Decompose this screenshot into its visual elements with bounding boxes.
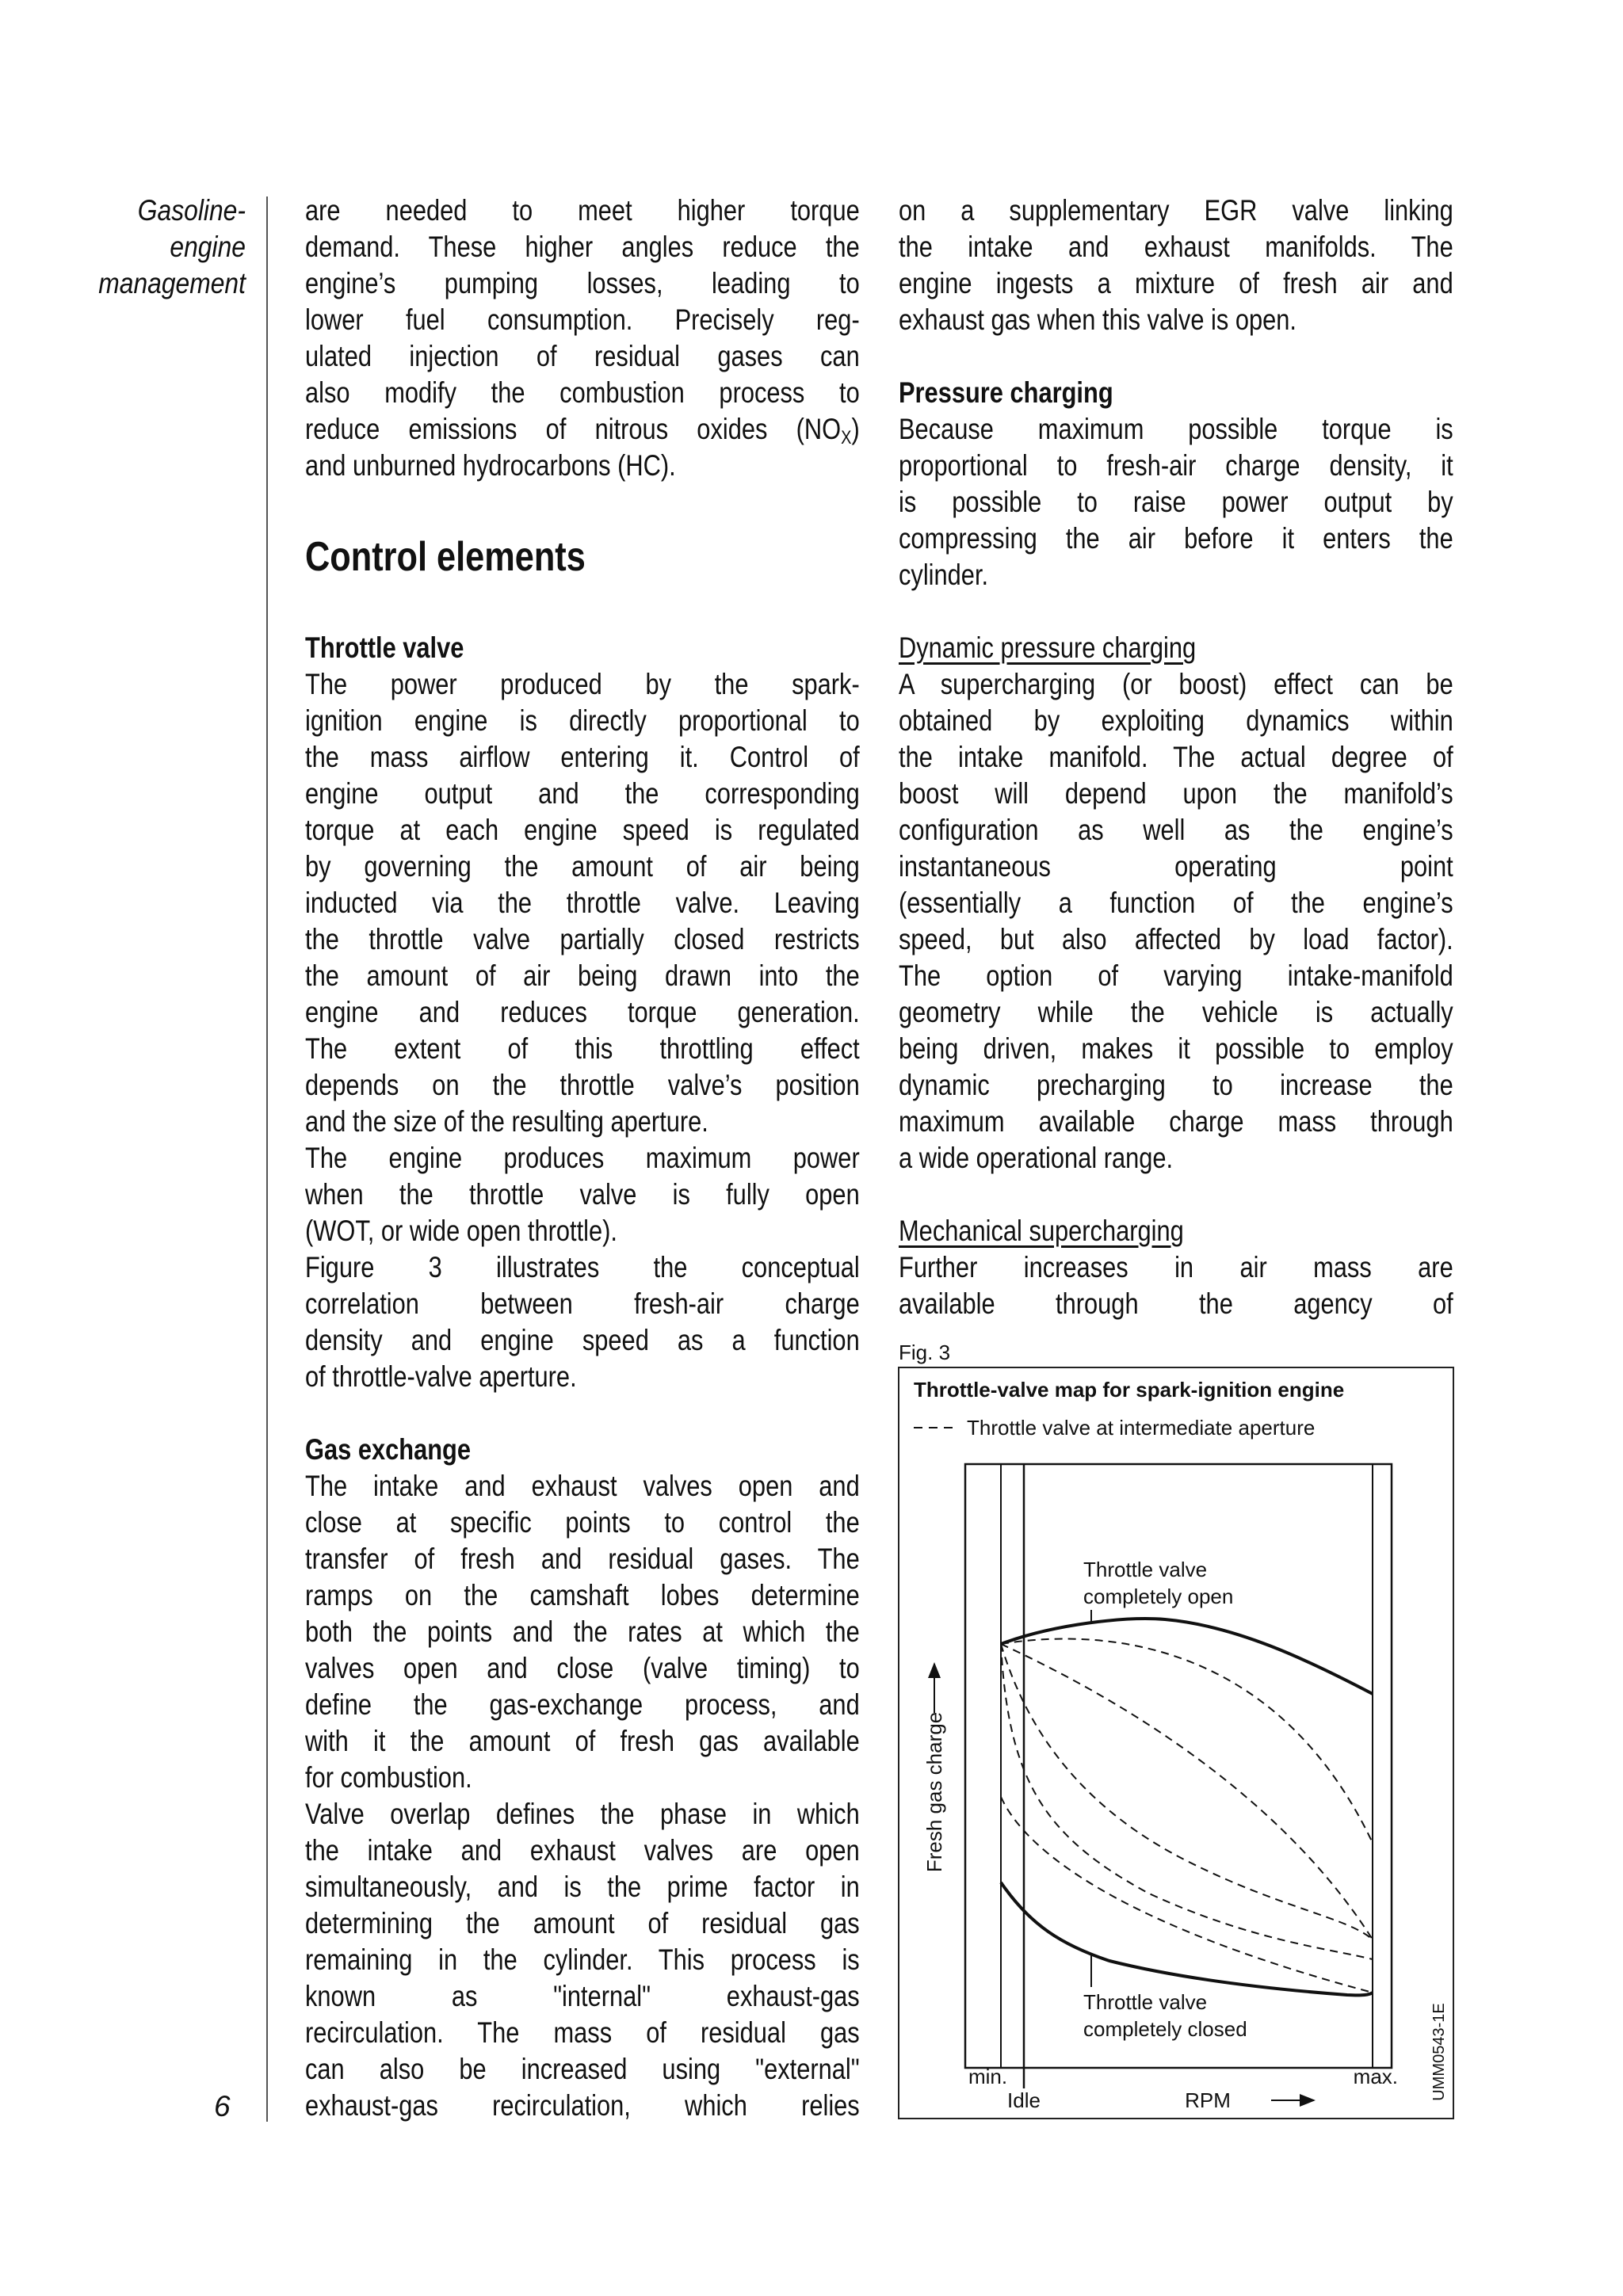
paragraph-line: the throttle valve partially closed restricts — [305, 923, 860, 955]
open-label-line-2: completely open — [1083, 1585, 1234, 1608]
heading-text: Dynamic pressure charging — [899, 631, 1197, 664]
paragraph-line: geometry while the vehicle is actually — [899, 996, 1453, 1028]
paragraph-line: also modify the combustion process to — [305, 376, 860, 409]
paragraph-line: exhaust-gas recirculation, which relies — [305, 2089, 860, 2122]
paragraph-line: remaining in the cylinder. This process is — [305, 1943, 860, 1976]
paragraph-line: obtained by exploiting dynamics within — [899, 704, 1453, 737]
paragraph-line: is possible to raise power output by — [899, 486, 1453, 518]
paragraph-line: available through the agency of — [899, 1287, 1453, 1320]
paragraph-line: ulated injection of residual gases can — [305, 340, 860, 372]
paragraph-line: Figure 3 illustrates the conceptual — [305, 1251, 860, 1283]
paragraph-line: speed, but also affected by load factor). — [899, 923, 1453, 955]
paragraph-line: being driven, makes it possible to employ — [899, 1032, 1453, 1065]
curve-intermediate-5 — [1001, 1797, 1373, 1993]
paragraph-line: The power produced by the spark- — [305, 668, 860, 700]
paragraph-line: the intake manifold. The actual degree of — [899, 741, 1453, 773]
figure-title: Throttle-valve map for spark-ignition engine — [914, 1378, 1345, 1402]
curve-intermediate-1 — [1001, 1639, 1373, 1843]
paragraph-line: define the gas-exchange process, and — [305, 1688, 860, 1721]
paragraph-line: on a supplementary EGR valve linking — [899, 194, 1453, 227]
paragraph-line: correlation between fresh-air charge — [305, 1287, 860, 1320]
paragraph-line: proportional to fresh-air charge density, it — [899, 449, 1453, 482]
paragraph-line: known as "internal" exhaust-gas — [305, 1980, 860, 2012]
paragraph-line: both the points and the rates at which the — [305, 1615, 860, 1648]
paragraph-line: the intake and exhaust valves are open — [305, 1834, 860, 1867]
paragraph-line: inducted via the throttle valve. Leaving — [305, 887, 860, 919]
paragraph-line: compressing the air before it enters the — [899, 522, 1453, 555]
x-axis-label: RPM — [1185, 2088, 1231, 2112]
paragraph-line: (essentially a function of the engine’s — [899, 887, 1453, 919]
paragraph-line: by governing the amount of air being — [305, 850, 860, 883]
paragraph-line: Valve overlap defines the phase in which — [305, 1798, 860, 1830]
paragraph-line: engine output and the corresponding — [305, 777, 860, 810]
paragraph-line: exhaust gas when this valve is open. — [899, 303, 1297, 336]
paragraph-line: The engine produces maximum power — [305, 1142, 860, 1174]
paragraph-line: a wide operational range. — [899, 1142, 1174, 1174]
open-label-line-1: Throttle valve — [1083, 1558, 1208, 1581]
paragraph-line: engine’s pumping losses, leading to — [305, 267, 860, 299]
line-text: reduce emissions of nitrous oxides (NO — [305, 413, 842, 445]
paragraph-line: can also be increased using "external" — [305, 2053, 860, 2085]
paragraph-line: Because maximum possible torque is — [899, 413, 1453, 445]
plot-frame — [965, 1464, 1392, 2068]
heading-text: Pressure charging — [899, 376, 1113, 409]
paragraph-line: maximum available charge mass through — [899, 1105, 1453, 1138]
curve-intermediate-4 — [1001, 1644, 1373, 1959]
y-axis-label: Fresh gas charge — [922, 1711, 946, 1873]
figure-label: Fig. 3 — [899, 1341, 951, 1364]
paragraph-line: engine ingests a mixture of fresh air and — [899, 267, 1453, 299]
figure-legend: Throttle valve at intermediate aperture — [967, 1416, 1316, 1440]
curve-intermediate-3 — [1001, 1644, 1373, 1939]
closed-label-line-1: Throttle valve — [1083, 1990, 1208, 2014]
paragraph-line: the intake and exhaust manifolds. The — [899, 231, 1453, 263]
paragraph-line: lower fuel consumption. Precisely reg- — [305, 303, 860, 336]
paragraph-line: cylinder. — [899, 559, 989, 591]
x-min-label: min. — [968, 2065, 1008, 2088]
paragraph-line: for combustion. — [305, 1761, 472, 1794]
paragraph-line: (WOT, or wide open throttle). — [305, 1215, 617, 1247]
paragraph-line: ignition engine is directly proportional to — [305, 704, 860, 737]
paragraph-line: of throttle-valve aperture. — [305, 1360, 577, 1393]
paragraph-line: torque at each engine speed is regulated — [305, 814, 860, 846]
closed-label-line-2: completely closed — [1083, 2017, 1247, 2041]
paragraph-line: The extent of this throttling effect — [305, 1032, 860, 1065]
x-max-label: max. — [1353, 2065, 1398, 2088]
paragraph-line: and unburned hydrocarbons (HC). — [305, 449, 676, 482]
margin-title-line: management — [98, 267, 246, 299]
heading-text: Throttle valve — [305, 631, 464, 664]
paragraph-line: The option of varying intake-manifold — [899, 959, 1453, 992]
paragraph-line: density and engine speed as a function — [305, 1324, 860, 1356]
paragraph-line: simultaneously, and is the prime factor in — [305, 1871, 860, 1903]
paragraph-line: demand. These higher angles reduce the — [305, 231, 860, 263]
margin-title-line: Gasoline- — [137, 194, 246, 227]
paragraph-line: ramps on the camshaft lobes determine — [305, 1579, 860, 1611]
paragraph-line: valves open and close (valve timing) to — [305, 1652, 860, 1684]
paragraph-line: Further increases in air mass are — [899, 1251, 1453, 1283]
paragraph-line: The intake and exhaust valves open and — [305, 1470, 860, 1502]
figure-code: UMM0543-1E — [1430, 2003, 1448, 2101]
margin-title-line: engine — [170, 231, 246, 263]
paragraph-line: boost will depend upon the manifold’s — [899, 777, 1453, 810]
heading-text: Gas exchange — [305, 1433, 472, 1466]
paragraph-line: recirculation. The mass of residual gas — [305, 2016, 860, 2049]
page-number: 6 — [214, 2090, 231, 2122]
paragraph-line: are needed to meet higher torque — [305, 194, 860, 227]
paragraph-line: dynamic precharging to increase the — [899, 1069, 1453, 1101]
curve-throttle-closed — [1001, 1882, 1373, 1995]
paragraph-line: close at specific points to control the — [305, 1506, 860, 1539]
paragraph-line: determining the amount of residual gas — [305, 1907, 860, 1939]
paragraph-line: with it the amount of fresh gas available — [305, 1725, 860, 1757]
paragraph-line: transfer of fresh and residual gases. The — [305, 1543, 860, 1575]
idle-label: Idle — [1007, 2088, 1041, 2112]
paragraph-line: the mass airflow entering it. Control of — [305, 741, 860, 773]
curve-throttle-open — [1001, 1619, 1373, 1694]
subscript: X — [841, 427, 852, 448]
line-text: ) — [851, 413, 860, 445]
paragraph-line: and the size of the resulting aperture. — [305, 1105, 708, 1138]
paragraph-line: instantaneous operating point — [899, 850, 1453, 883]
paragraph-line: configuration as well as the engine’s — [899, 814, 1453, 846]
paragraph-line: when the throttle valve is fully open — [305, 1178, 860, 1211]
heading-text: Control elements — [305, 534, 586, 580]
heading-text: Mechanical supercharging — [899, 1215, 1184, 1247]
paragraph-line: A supercharging (or boost) effect can be — [899, 668, 1453, 700]
curve-intermediate-2 — [1001, 1644, 1373, 1939]
paragraph-line: depends on the throttle valve’s position — [305, 1069, 860, 1101]
paragraph-line: engine and reduces torque generation. — [305, 996, 860, 1028]
paragraph-line: the amount of air being drawn into the — [305, 959, 860, 992]
